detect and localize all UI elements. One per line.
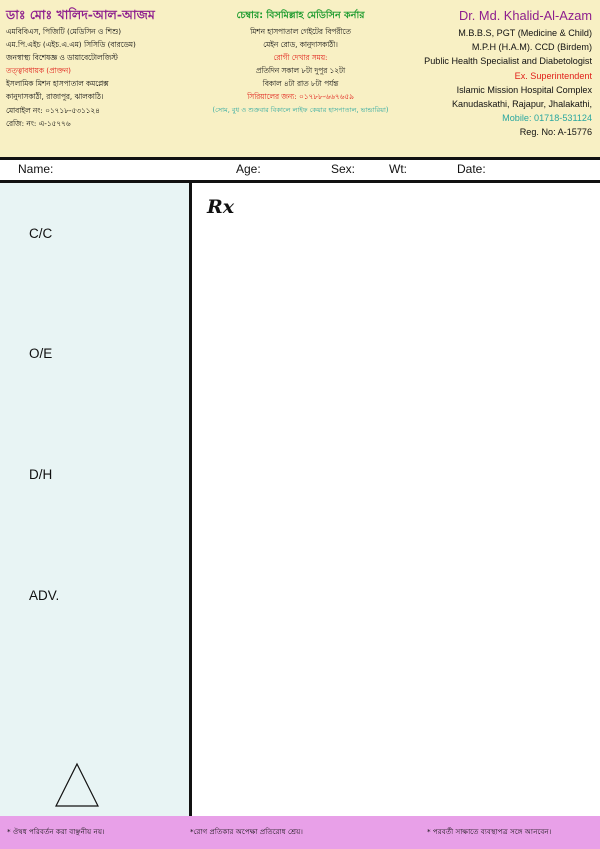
degree-line: এমবিবিএস, পিজিটি (মেডিসিন ও শিশু) xyxy=(6,27,122,36)
specialty-line-english: Public Health Specialist and Diabetologist xyxy=(424,56,592,67)
rx-symbol: Rx xyxy=(207,196,235,218)
address-line: কানুদাসকাঠী, রাজাপুর, ঝালকাঠি। xyxy=(6,92,104,102)
serial-phone: সিরিয়ালের জন্য: ০১৭৮৮-৬৬৭৬৫৯ xyxy=(247,92,354,102)
visiting-hours-title: রোগী দেখার সময়: xyxy=(273,53,328,63)
header-left-bangla xyxy=(6,5,216,130)
chief-complaint-label: C/C xyxy=(29,226,53,241)
footer-note-right: * পরবর্তী সাক্ষাতে ব্যবস্থাপত্র সঙ্গে আনবেন। xyxy=(427,827,552,836)
degree-line-english: M.P.H (H.A.M). CCD (Birdem) xyxy=(471,42,592,53)
footer-note-left: * ঔষধ পরিবর্তন করা বাঞ্ছনীয় নয়। xyxy=(7,827,105,836)
hospital-line-english: Islamic Mission Hospital Complex xyxy=(456,84,592,95)
registration-line-english: Reg. No: A-15776 xyxy=(519,127,592,138)
degree-line: এম.পি.এইচ (এইচ.এ.এম) সিসিডি (বারডেম) xyxy=(6,40,136,50)
degree-line-english: M.B.B.S, PGT (Medicine & Child) xyxy=(458,28,592,38)
mobile-line-english: Mobile: 01718-531124 xyxy=(502,113,592,124)
chamber-address-line: মেইন রোড, কানুদাসকাঠী। xyxy=(263,40,338,50)
patient-weight-label: Wt: xyxy=(389,162,407,176)
prescription-footer xyxy=(0,816,600,849)
patient-name-label: Name: xyxy=(18,162,54,176)
chamber-address-line: মিশন হাসপাতাল গেইটের বিপরীতে xyxy=(250,27,351,36)
patient-sex-label: Sex: xyxy=(331,162,356,176)
visit-date-label: Date: xyxy=(457,162,486,176)
panel-divider xyxy=(189,183,192,816)
other-chamber-days: (সোম, বুধ ও শুক্রবার বিকালে লাইফ কেয়ার হাসপাতাল, ভান্ডারিয়া) xyxy=(212,105,389,114)
triangle-icon xyxy=(54,762,100,808)
chamber-name: চেম্বার: বিসমিল্লাহ মেডিসিন কর্নার xyxy=(236,10,365,21)
specialty-line: জনস্বাস্থ্য বিশেষজ্ঞ ও ডায়াবেটোলজিস্ট xyxy=(6,53,118,63)
header-right-english xyxy=(370,6,592,140)
visiting-time-line: প্রতিদিন সকাল ৮টা দুপুর ১২টা xyxy=(255,66,346,76)
hospital-line: ইসলামিক মিশন হাসপাতাল কমপ্লেক্স xyxy=(6,79,109,89)
patient-age-label: Age: xyxy=(236,162,261,176)
advice-label: ADV. xyxy=(29,588,60,603)
patient-info-bar xyxy=(0,160,600,180)
position-title-english: Ex. Superintendent xyxy=(514,70,592,81)
doctor-name-bangla: ডাঃ মোঃ খালিদ-আল-আজম xyxy=(6,7,155,22)
prescription-header xyxy=(0,0,600,157)
mobile-line-bangla: মোবাইল নং: ০১৭১৮-৫৩১১২৪ xyxy=(6,105,100,115)
header-center-chamber xyxy=(203,7,398,117)
address-line-english: Kanudaskathi, Rajapur, Jhalakathi, xyxy=(451,99,592,110)
clinical-notes-panel xyxy=(0,183,190,816)
drug-history-label: D/H xyxy=(29,467,53,482)
visiting-time-line: বিকাল ৪টা রাত ৮টা পর্যন্ত xyxy=(262,79,339,89)
doctor-name-english: Dr. Md. Khalid-Al-Azam xyxy=(459,8,592,23)
registration-line-bangla: রেজি: নং: এ-১৫৭৭৬ xyxy=(6,118,71,128)
on-examination-label: O/E xyxy=(29,346,53,361)
footer-note-center: *রোগ প্রতিকার অপেক্ষা প্রতিরোধ শ্রেয়। xyxy=(190,827,303,836)
position-title-bangla: তত্ত্বাবধায়ক (প্রাক্তন) xyxy=(6,66,71,76)
